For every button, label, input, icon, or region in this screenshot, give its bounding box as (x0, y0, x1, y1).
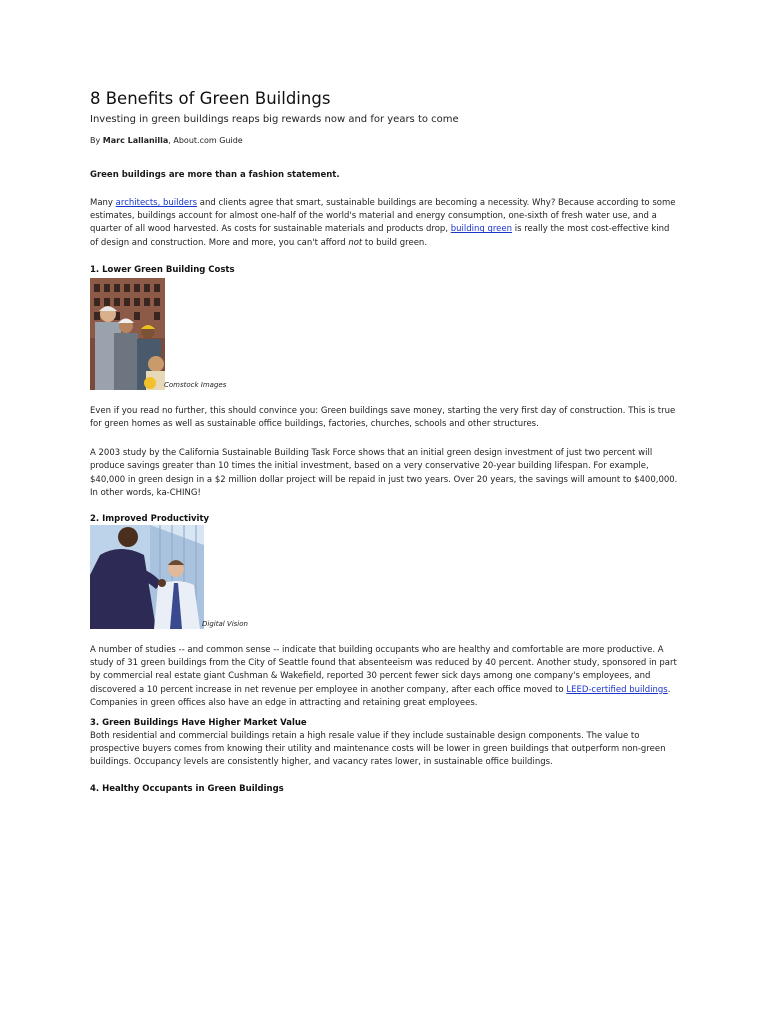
article-title: 8 Benefits of Green Buildings (90, 89, 331, 108)
section-2-photo-credit: Digital Vision (202, 620, 248, 629)
author-name: Marc Lallanilla (102, 136, 169, 145)
section-3-heading: 3. Green Buildings Have Higher Market Value (90, 718, 307, 729)
intro-text-4: to build green. (362, 237, 428, 248)
intro-paragraph (90, 197, 680, 250)
section-4-heading: 4. Healthy Occupants in Green Buildings (90, 783, 284, 794)
architects-builders-link[interactable]: architects, builders (115, 198, 198, 208)
section-1-photo-credit: Comstock Images (164, 380, 227, 389)
section-2-text-1: A number of studies -- and common sense -- indicate that building occupants who are healthy and comfortable are more productive. A study of 31 green buildings from the City of Seattle found that absenteeism was reduced by 40 percent. Another study, sponsored in part by commercial real estate giant Cushman & Wakefield, reported 30 percent fewer sick days among one company's employees, and discovered a 10 percent increase in net revenue per employee in another company, after each office moved to (90, 645, 677, 695)
section-1-paragraph-2: A 2003 study by the California Sustainable Building Task Force shows that an initial green design investment of just two percent will produce savings greater than 10 times the initial investment, based on a very conservative 20-year building lifespan. For example, $40,000 in green design in a $2 million dollar project will be repaid in just two years. Over 20 years, the savings will amount to $400,000. In other words, ka-CHING! (90, 448, 678, 498)
byline-prefix: By (90, 136, 103, 145)
leed-certified-buildings-link[interactable]: LEED-certified buildings (566, 684, 668, 695)
intro-text-3: is really the most cost-effective kind of design and construction. More and more, you can't afford (90, 224, 670, 248)
section-1-heading: 1. Lower Green Building Costs (90, 264, 235, 275)
article (90, 88, 680, 795)
article-subtitle: Investing in green buildings reaps big rewards now and for years to come (90, 114, 459, 125)
building-green-link[interactable]: building green (450, 224, 513, 235)
businessmen-photo (90, 525, 204, 629)
lead-statement: Green buildings are more than a fashion statement. (90, 170, 340, 180)
construction-workers-photo (90, 278, 165, 390)
intro-text-1: Many (90, 198, 116, 208)
section-1-paragraph-1: Even if you read no further, this should convince you: Green buildings save money, starting the very first day of construction. This is true for green homes as well as sustainable office buildings, factories, churches, schools and other structures. (90, 405, 676, 430)
section-2-text-2: . Companies in green offices also have an edge in attracting and retaining great employees. (90, 684, 671, 708)
section-2-paragraph (90, 644, 680, 710)
section-1-figure (90, 278, 240, 390)
section-3-paragraph: Both residential and commercial buildings retain a high resale value if they include sustainable design components. The value to prospective buyers comes from knowing their utility and maintenance costs will be lower in green buildings that outperform non-green buildings. Occupancy levels are consistently higher, and vacancy rates lower, in sustainable office buildings. (90, 731, 666, 768)
intro-emphasis: not (348, 237, 363, 248)
section-2-figure (90, 525, 260, 629)
section-2-heading: 2. Improved Productivity (90, 514, 210, 525)
byline-suffix: , About.com Guide (168, 136, 243, 145)
byline (90, 135, 680, 146)
intro-text-2: and clients agree that smart, sustainable buildings are becoming a necessity. Why? Because according to some estimates, buildings account for almost one-half of the world's material and energy consumption, one-sixth of fresh water use, and a quarter of all wood harvested. As costs for sustainable materials and products drop, (90, 198, 676, 235)
